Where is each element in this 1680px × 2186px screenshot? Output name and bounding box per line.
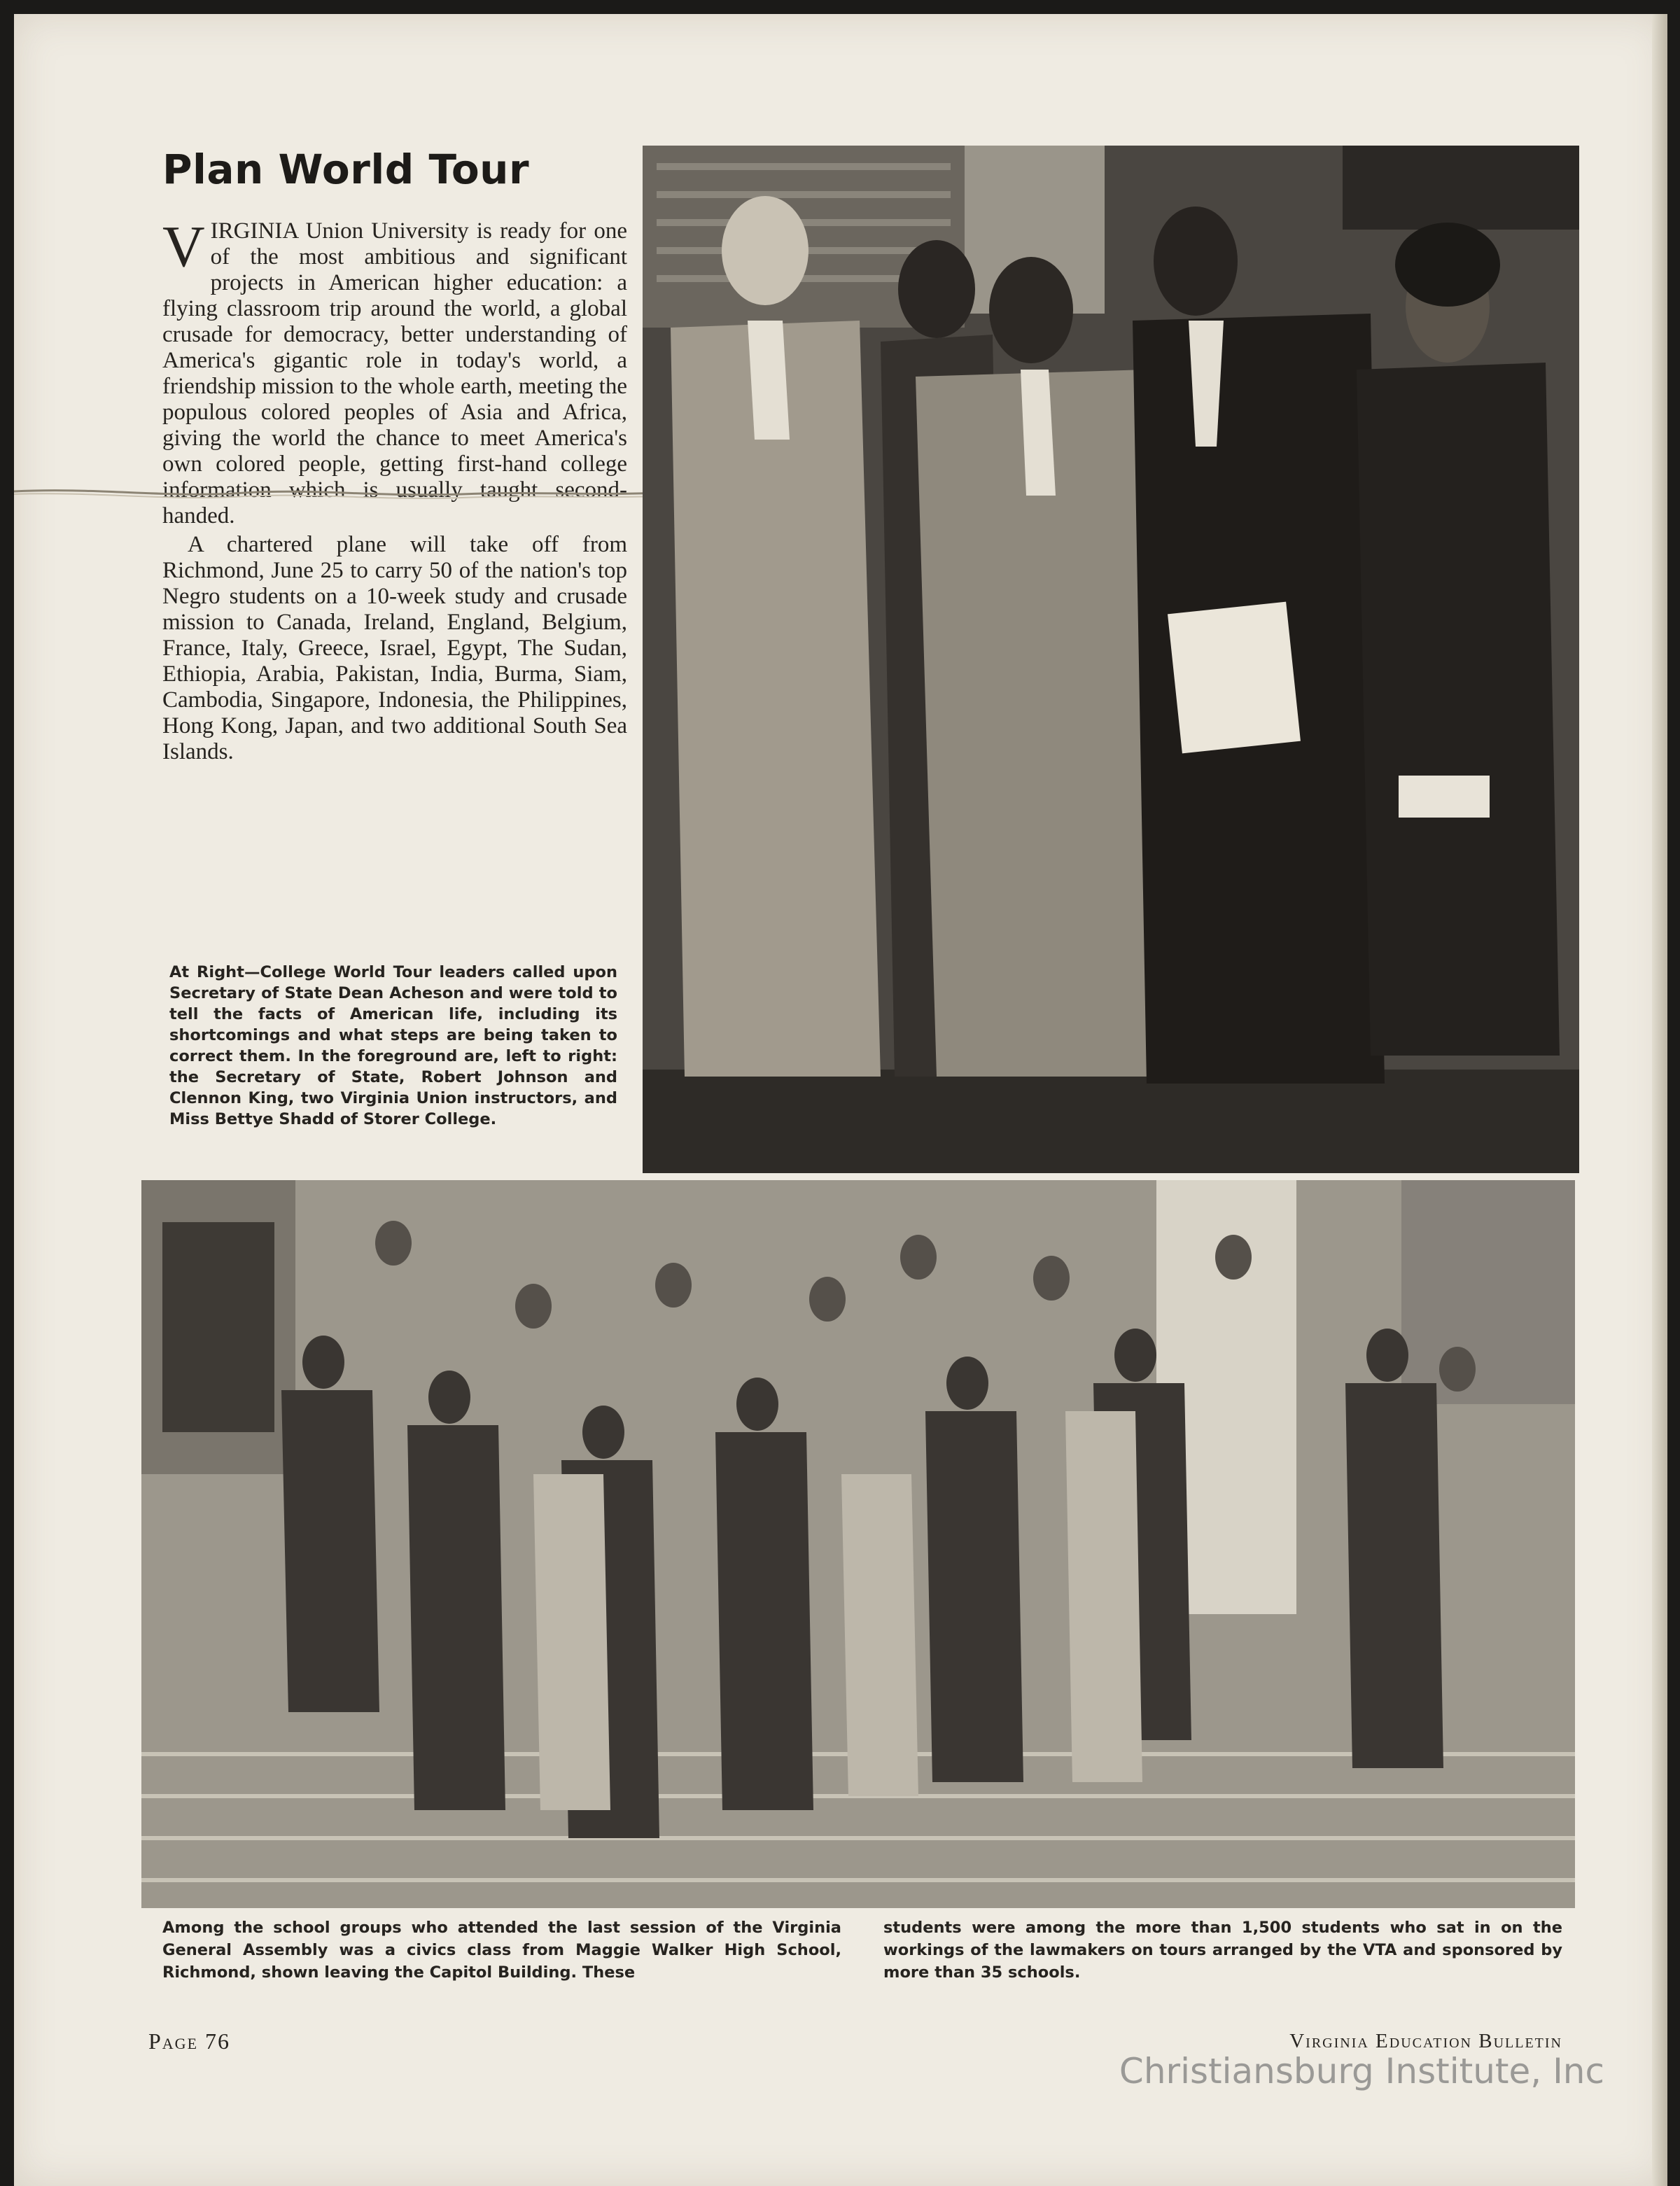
article-title: Plan World Tour: [162, 146, 530, 193]
photo-acheson-tour-leaders: [643, 146, 1579, 1173]
drop-cap: V: [162, 214, 205, 279]
page-tear: [14, 468, 658, 524]
photo-caption-top: At Right—College World Tour leaders called upon Secretary of State Dean Acheson and were told to tell the facts of American life, including its shortcomings and what steps are being taken to correct them. In the foreground are, left to right: the Secretary of State, Robert Johnson and Clennon King, two Virginia Union instructors, and Miss Bettye Shadd of Storer College.: [169, 963, 617, 1128]
article-paragraph-1: VIRGINIA Union University is ready for one of the most ambitious and significant projects in American higher education: a flying classroom trip around the world, a global crusade for democracy, better understanding of America's gigantic role in today's world, a friendship mission to the whole earth, meeting the populous colored peoples of Asia and Africa, giving the world the chance to meet America's own colored people, getting first-hand college information which is usually taught second-handed.: [162, 214, 627, 528]
article-paragraph-2: A chartered plane will take off from Richmond, June 25 to carry 50 of the nation's top Negro students on a 10-week study and crusade mission to Canada, Ireland, England, Belgium, France, Italy, Greece, Israel, Egypt, The Sudan, Ethiopia, Arabia, Pakistan, India, Burma, Siam, Cambodia, Singapore, Indonesia, the Philippines, Hong Kong, Japan, and two additional South Sea Islands.: [162, 532, 627, 764]
caption-bottom-col-2: students were among the more than 1,500 students who sat in on the workings of the lawmakers on tours arranged by the VTA and sponsored by more than 35 schools.: [883, 1919, 1562, 1982]
magazine-page: [14, 14, 1667, 2186]
caption-bottom-col-1: Among the school groups who attended the last session of the Virginia General Assembly was a civics class from Maggie Walker High School, Richmond, shown leaving the Capitol Building. These: [162, 1919, 841, 1982]
photo-maggie-walker-students-capitol: [141, 1180, 1575, 1908]
publication-name: Virginia Education Bulletin: [1289, 2030, 1562, 2052]
page-number: Page 76: [148, 2029, 231, 2054]
photo-caption-bottom: [162, 1917, 1562, 1984]
watermark-text: Christiansburg Institute, Inc: [1119, 2051, 1604, 2092]
page-edge: [1652, 14, 1667, 2186]
